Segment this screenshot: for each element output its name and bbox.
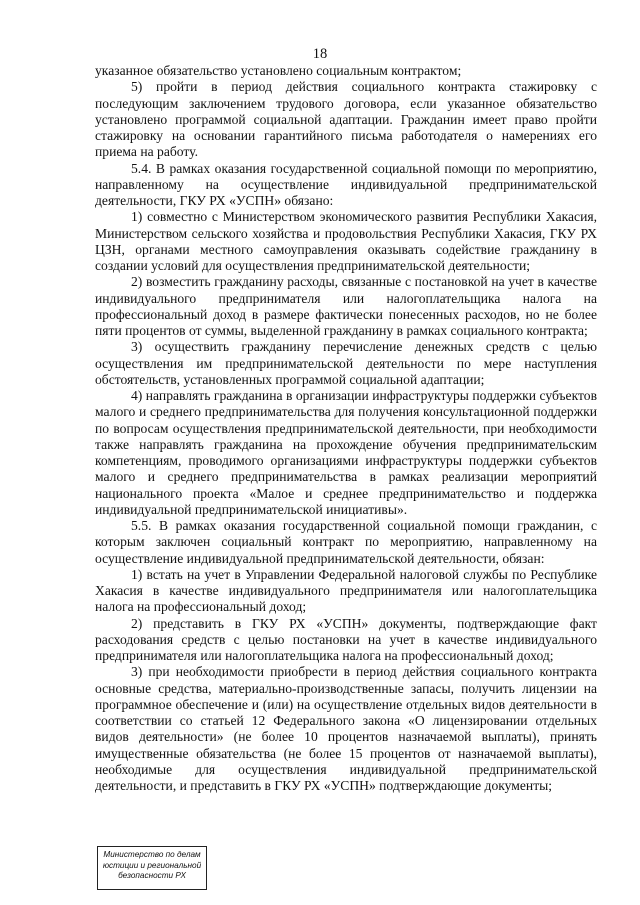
paragraph-5-5-item-3: 3) при необходимости приобрести в период действия социального контракта основные средства, материально-производственные запасы, получить лицензии на программное обеспечение и (или) на осуществление отдельных видов деятельности в соответствии со статьей 12 Федерального закона «О лицензировании отдельных видов деятельности» (не более 10 процентов назначаемой выплаты), принять имущественные обязательства (не более 15 процентов от назначаемой выплаты), необходимые для осуществления индивидуальной предпринимательской деятельности, и представить в ГКУ РХ «УСПН» подтверждающие документы; xyxy=(95,664,597,793)
paragraph-section-5-4: 5.4. В рамках оказания государственной социальной помощи по мероприятию, направленному на осуществление индивидуальной предпринимательской деятельности, ГКУ РХ «УСПН» обязано: xyxy=(95,160,597,208)
paragraph-5-5-item-1: 1) встать на учет в Управлении Федеральной налоговой службы по Республике Хакасия в качестве индивидуального предпринимателя или налогоплательщика налога на профессиональный доход; xyxy=(95,566,597,615)
stamp-line-1: Министерство по делам xyxy=(103,850,201,859)
paragraph-5-5-item-2: 2) представить в ГКУ РХ «УСПН» документы, подтверждающие факт расходования средств с целью постановки на учет в качестве индивидуального предпринимателя или налогоплательщика налога на профессиональный доход; xyxy=(95,615,597,663)
paragraph-continuation: указанное обязательство установлено социальным контрактом; xyxy=(95,63,462,78)
paragraph-5-4-item-4: 4) направлять гражданина в организации инфраструктуры поддержки субъектов малого и среднего предпринимательства для получения консультационной поддержки по вопросам осуществления предпринимательской деятельности, при необходимости также направлять гражданина на прохождение обучения предпринимательским компетенциям, проводимого организациями инфраструктуры поддержки субъектов малого и среднего предпринимательства в рамках реализации мероприятий национального проекта «Малое и среднее предпринимательство и поддержка индивидуальной предпринимательской инициативы». xyxy=(95,388,597,517)
paragraph-5-4-item-3: 3) осуществить гражданину перечисление денежных средств с целью осуществления им предпринимательской деятельности по мере наступления обстоятельств, установленных программой социальной адаптации; xyxy=(95,339,597,387)
ministry-stamp xyxy=(97,846,207,890)
paragraph-5-4-item-1: 1) совместно с Министерством экономического развития Республики Хакасия, Министерством сельского хозяйства и продовольствия Республики Хакасия, ГКУ РХ ЦЗН, органами местного самоуправления оказывать содействие гражданину в создании условий для осуществления предпринимательской деятельности; xyxy=(95,209,597,273)
page-number: 18 xyxy=(312,46,328,62)
paragraph-5-4-item-2: 2) возместить гражданину расходы, связанные с постановкой на учет в качестве индивидуального предпринимателя или налогоплательщика налога на профессиональный доход в размере фактически понесенных расходов, но не более пяти процентов от суммы, выделенной гражданину в рамках социального контракта; xyxy=(95,274,597,338)
stamp-line-2: юстиции и региональной xyxy=(102,860,202,870)
paragraph-section-5-5: 5.5. В рамках оказания государственной социальной помощи гражданин, с которым заключен социальный контракт по мероприятию, направленному на осуществление индивидуальной предпринимательской деятельности, обязан: xyxy=(95,518,597,566)
document-body xyxy=(95,63,597,794)
stamp-line-3: безопасности РХ xyxy=(118,871,186,880)
paragraph-item-5-internship: 5) пройти в период действия социального контракта стажировку с последующим заключением трудового договора, если указанное обязательство установлено программой социальной адаптации. Гражданин имеет право пройти стажировку на основании гарантийного письма работодателя о намерениях его приема на работу. xyxy=(95,79,597,160)
